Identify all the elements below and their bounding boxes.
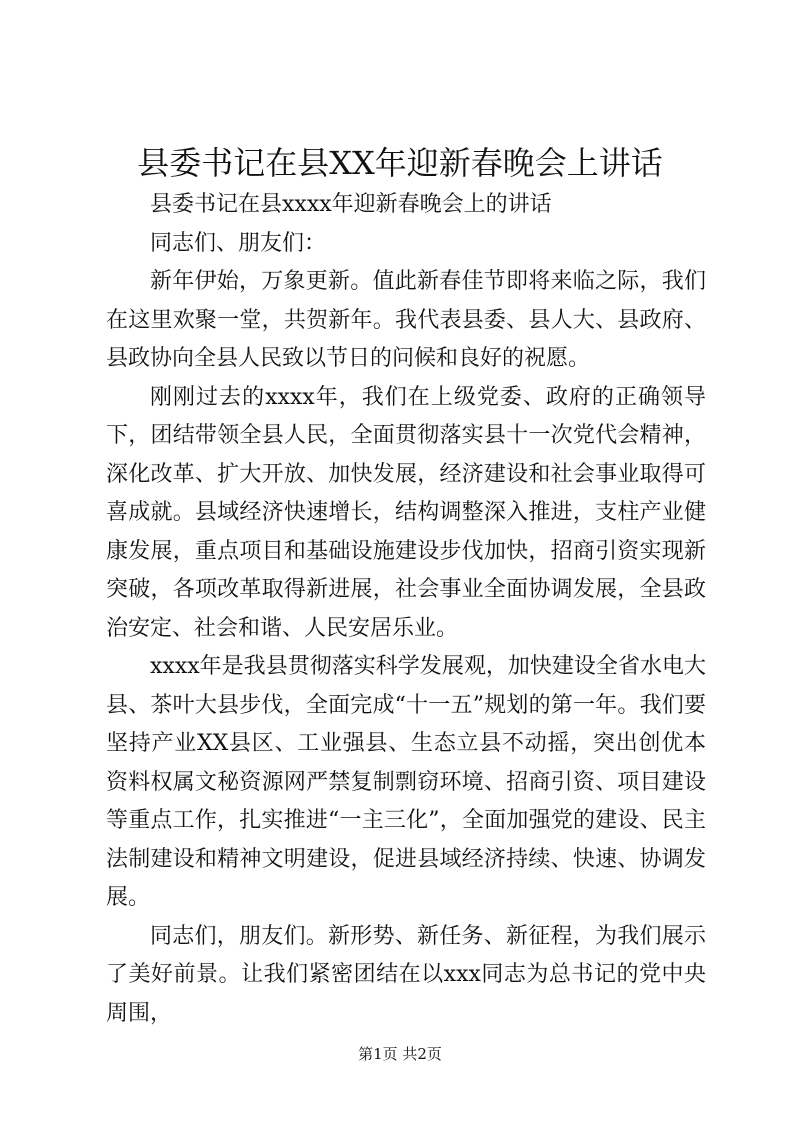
body-paragraph: 新年伊始，万象更新。值此新春佳节即将来临之际，我们在这里欢聚一堂，共贺新年。我代表县委、县人大、县政府、县政协向全县人民致以节日的问候和良好的祝愿。 <box>106 269 706 371</box>
document-title: 县委书记在县XX年迎新春晚会上讲话 <box>137 144 663 182</box>
body-paragraph: 刚刚过去的xxxx年，我们在上级党委、政府的正确领导下，团结带领全县人民，全面贯彻落实县十一次党代会精神，深化改革、扩大开放、加快发展，经济建设和社会事业取得可喜成就。县域经济快速增长，结构调整深入推进，支柱产业健康发展，重点项目和基础设施建设步伐加快，招商引资实现新突破，各项改革取得新进展，社会事业全面协调发展，全县政治安定、社会和谐、人民安居乐业。 <box>106 384 706 641</box>
salutation-paragraph: 同志们、朋友们： <box>150 230 327 256</box>
page-number-footer: 第1页 共2页 <box>358 1045 442 1063</box>
document-body <box>106 186 706 1033</box>
subtitle-paragraph: 县委书记在县xxxx年迎新春晚会上的讲话 <box>150 192 552 217</box>
body-paragraph: xxxx年是我县贯彻落实科学发展观，加快建设全省水电大县、茶叶大县步伐，全面完成“十一五”规划的第一年。我们要坚持产业XX县区、工业强县、生态立县不动摇，突出创优本资料权属文秘资源网严禁复制剽窃环境、招商引资、项目建设等重点工作，扎实推进“一主三化”，全面加强党的建设、民主法制建设和精神文明建设，促进县域经济持续、快速、协调发展。 <box>106 654 706 910</box>
body-paragraph: 同志们，朋友们。新形势、新任务、新征程，为我们展示了美好前景。让我们紧密团结在以xxx同志为总书记的党中央周围， <box>106 923 706 1026</box>
